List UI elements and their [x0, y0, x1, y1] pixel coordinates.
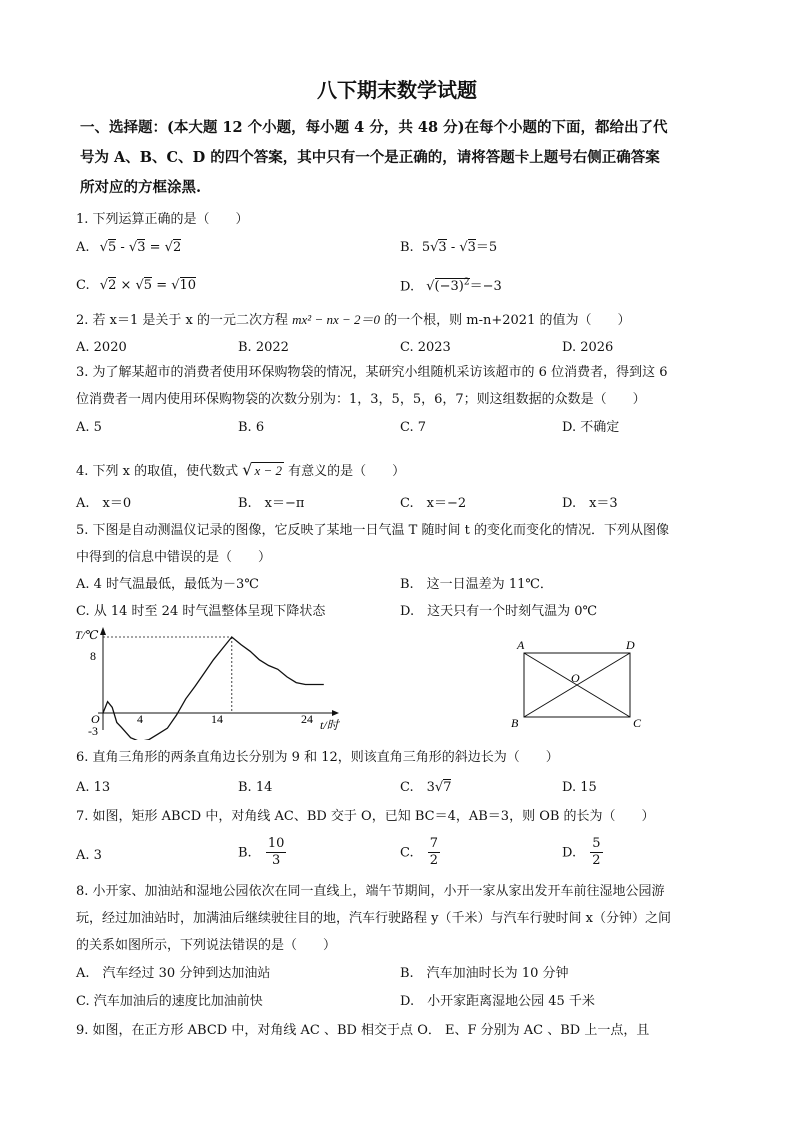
q5-option-a: A. 4 时气温最低，最低为－3℃: [76, 577, 259, 592]
q7-option-a: A. 3: [76, 848, 102, 863]
q3-option-a: A. 5: [76, 420, 102, 435]
q4-option-b: B. x＝−π: [238, 496, 305, 511]
q3-stem-line-1: 3. 为了解某超市的消费者使用环保购物袋的情况，某研究小组随机采访该超市的 6 位消费者，得到这 6: [76, 365, 668, 380]
q6-option-a: A. 13: [76, 780, 111, 795]
vertex-label-a: A: [517, 638, 525, 652]
q4-option-a: A. x＝0: [76, 496, 132, 511]
q5-stem-line-2: 中得到的信息中错误的是（ ）: [76, 550, 272, 565]
vertex-label-b: B: [511, 716, 519, 730]
q7-option-b: B. $\frac{10}{3}$: [238, 836, 285, 869]
q8-stem-line-2: 玩，经过加油站时，加满油后继续驶往目的地，汽车行驶路程 y（千米）与汽车行驶时间 x（分钟）之间: [76, 911, 671, 926]
temperature-graph: [70, 625, 360, 740]
q2-option-c: C. 2023: [400, 340, 451, 355]
x-axis-label: t/时: [320, 718, 339, 732]
y-tick-neg3: -3: [88, 724, 98, 738]
q1-option-c: C. √2 × √5 = √10: [76, 278, 197, 293]
q5-option-c: C. 从 14 时至 24 时气温整体呈现下降状态: [76, 604, 326, 619]
q3-option-d: D. 不确定: [562, 420, 620, 435]
q8-stem-line-3: 的关系如图所示，下列说法错误的是（ ）: [76, 938, 337, 953]
y-tick-8: 8: [90, 649, 96, 663]
vertex-label-d: D: [626, 638, 635, 652]
q1-option-d: D. $√(-3)^2=-3$: [400, 278, 502, 295]
q8-option-d: D. 小开家距离湿地公园 45 千米: [400, 994, 595, 1009]
q9-stem-line-1: 9. 如图，在正方形 ABCD 中，对角线 AC 、BD 相交于点 O． E、F 分别为 AC 、BD 上一点，且: [76, 1023, 650, 1038]
q3-option-c: C. 7: [400, 420, 427, 435]
q8-option-c: C. 汽车加油后的速度比加油前快: [76, 994, 263, 1009]
q5-option-b: B. 这一日温差为 11℃．: [400, 577, 553, 592]
section-heading-line-2: 号为 A、B、C、D 的四个答案，其中只有一个是正确的，请将答题卡上题号右侧正确答案: [80, 149, 660, 166]
rectangle-abcd-figure: [508, 636, 648, 731]
origin-label: O: [91, 712, 100, 726]
center-label-o: O: [571, 671, 580, 685]
q8-stem-line-1: 8. 小开家、加油站和湿地公园依次在同一直线上，端午节期间，小开一家从家出发开车前往湿地公园游: [76, 884, 665, 899]
q7-stem: 7. 如图，矩形 ABCD 中，对角线 AC、BD 交于 O，已知 BC＝4，AB＝3，则 OB 的长为（ ）: [76, 809, 655, 824]
q5-stem-line-1: 5. 下图是自动测温仪记录的图像，它反映了某地一日气温 T 随时间 t 的变化而变化的情况．下列从图像: [76, 523, 669, 538]
q6-option-c: C. 3√7: [400, 780, 452, 795]
x-axis-arrow: [332, 710, 339, 716]
y-axis-arrow: [100, 627, 106, 635]
page-title: 八下期末数学试题: [317, 78, 477, 102]
vertex-label-c: C: [633, 716, 642, 730]
q4-option-d: D. x＝3: [562, 496, 618, 511]
x-tick-14: 14: [211, 712, 223, 726]
q4-option-c: C. x＝−2: [400, 496, 467, 511]
q5-option-d: D. 这天只有一个时刻气温为 0℃: [400, 604, 598, 619]
x-tick-4: 4: [137, 712, 143, 726]
q6-option-d: D. 15: [562, 780, 597, 795]
q1-option-b: B. 5√3 - √3＝5: [400, 240, 498, 255]
q8-option-a: A. 汽车经过 30 分钟到达加油站: [76, 966, 271, 981]
y-axis-label: T/℃: [75, 628, 99, 642]
q4-stem: 4. 下列 x 的取值，使代数式 √ x − 2 有意义的是（ ）: [76, 460, 406, 479]
section-heading-line-1: 一、选择题：(本大题 12 个小题，每小题 4 分，共 48 分)在每个小题的下面，都给出了代: [80, 119, 668, 136]
q1-stem: 1. 下列运算正确的是（ ）: [76, 212, 249, 227]
q6-option-b: B. 14: [238, 780, 273, 795]
q7-option-c: C. $\frac{7}{2}$: [400, 836, 439, 869]
q1-option-a: A. √5 - √3 = √2: [76, 240, 182, 255]
q6-stem: 6. 直角三角形的两条直角边长分别为 9 和 12，则该直角三角形的斜边长为（ ）: [76, 750, 559, 765]
q2-option-d: D. 2026: [562, 340, 614, 355]
q7-option-d: D. $\frac{5}{2}$: [562, 836, 601, 869]
x-tick-24: 24: [301, 712, 313, 726]
q2-stem: 2. 若 x＝1 是关于 x 的一元二次方程 mx² − nx − 2＝0 的一个根，则 m-n+2021 的值为（ ）: [76, 312, 631, 328]
q3-stem-line-2: 位消费者一周内使用环保购物袋的次数分别为：1，3，5，5，6，7；则这组数据的众数是（ ）: [76, 392, 646, 407]
q2-option-b: B. 2022: [238, 340, 289, 355]
q3-option-b: B. 6: [238, 420, 265, 435]
section-heading-line-3: 所对应的方框涂黑.: [80, 179, 202, 196]
q8-option-b: B. 汽车加油时长为 10 分钟: [400, 966, 569, 981]
q2-option-a: A. 2020: [76, 340, 127, 355]
